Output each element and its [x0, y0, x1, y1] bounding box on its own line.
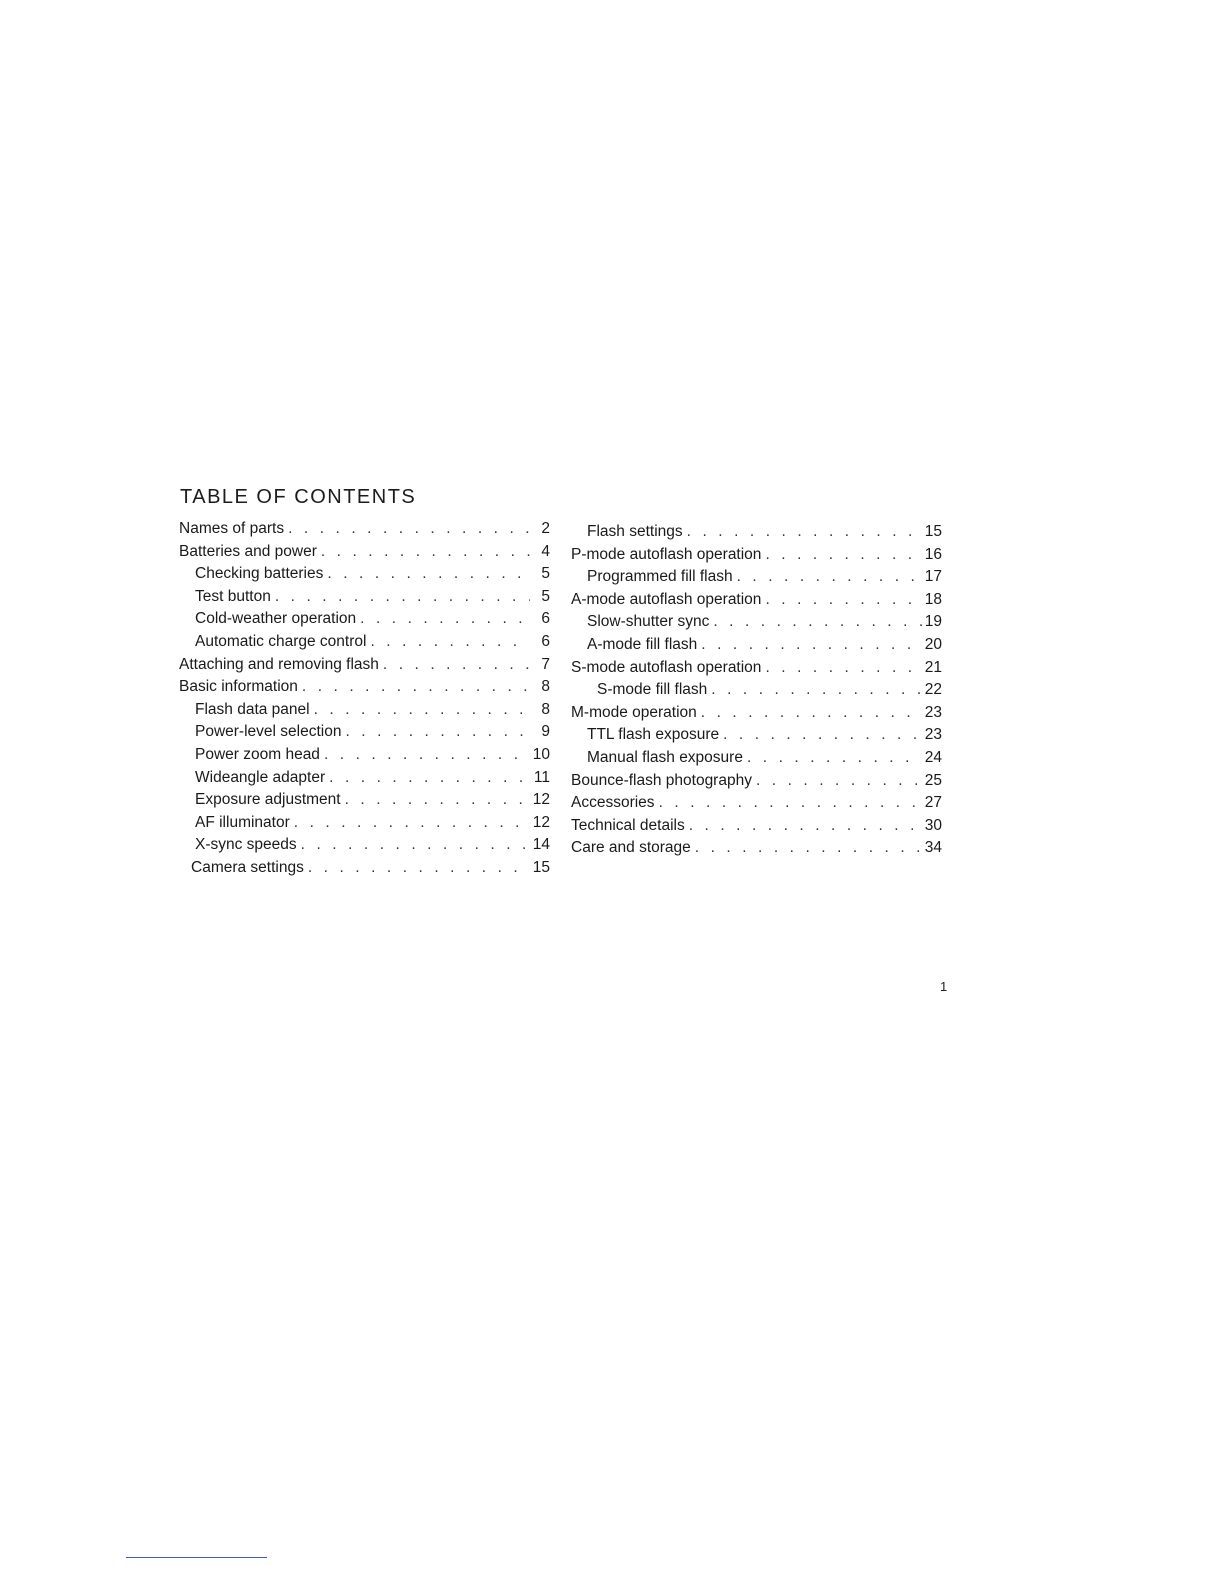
- toc-leader-dots: [743, 747, 922, 770]
- toc-leader-dots: [761, 589, 922, 612]
- toc-entry-page: 22: [924, 681, 942, 699]
- toc-leader-dots: [320, 744, 530, 767]
- toc-entry-page: 18: [924, 590, 942, 608]
- toc-entry: [571, 611, 942, 634]
- toc-entry-label: A-mode autoflash operation: [571, 590, 762, 608]
- toc-entry-label: M-mode operation: [571, 703, 697, 721]
- toc-entry-page: 27: [924, 794, 942, 812]
- toc-leader-dots: [707, 679, 922, 702]
- toc-entry: [179, 608, 550, 631]
- toc-entry-label: S-mode autoflash operation: [571, 658, 762, 676]
- toc-entry: [179, 767, 550, 790]
- toc-entry: [179, 834, 550, 857]
- toc-title: TABLE OF CONTENTS: [180, 486, 417, 508]
- toc-entry-label: TTL flash exposure: [587, 726, 720, 744]
- toc-entry-label: Technical details: [571, 816, 685, 834]
- toc-entry-page: 16: [924, 545, 942, 563]
- toc-leader-dots: [317, 541, 530, 564]
- toc-entry-page: 15: [924, 523, 942, 540]
- toc-entry-label: Power-level selection: [195, 723, 342, 741]
- toc-entry: [179, 789, 550, 812]
- toc-entry-page: 34: [924, 839, 942, 857]
- toc-entry-page: 23: [924, 703, 942, 721]
- toc-entry: [571, 521, 942, 544]
- toc-leader-dots: [284, 518, 530, 541]
- toc-entry: [571, 544, 942, 567]
- toc-leader-dots: [341, 789, 530, 812]
- toc-entry-page: 30: [924, 816, 942, 834]
- toc-entry-label: Manual flash exposure: [587, 748, 743, 766]
- toc-entry-page: 25: [924, 771, 942, 789]
- toc-leader-dots: [697, 702, 922, 725]
- toc-leader-dots: [304, 857, 530, 880]
- toc-entry-label: Basic information: [179, 678, 298, 696]
- toc-entry-page: 10: [532, 745, 550, 763]
- toc-entry-label: X-sync speeds: [195, 836, 297, 854]
- toc-entry-label: AF illuminator: [195, 813, 290, 831]
- toc-entry: [179, 586, 550, 609]
- toc-leader-dots: [655, 792, 922, 815]
- toc-leader-dots: [719, 724, 922, 747]
- footer-rule: [126, 1557, 267, 1558]
- toc-entry: [571, 589, 942, 612]
- toc-leader-dots: [709, 611, 922, 634]
- toc-entry-page: 9: [541, 723, 550, 741]
- toc-entry: [179, 699, 550, 722]
- toc-leader-dots: [761, 657, 922, 680]
- toc-entry: [571, 679, 942, 702]
- toc-entry-label: Flash data panel: [195, 700, 310, 718]
- toc-leader-dots: [366, 631, 530, 654]
- toc-entry-page: 5: [541, 565, 550, 583]
- toc-entry: [179, 654, 550, 677]
- toc-entry: [571, 770, 942, 793]
- toc-left-column: [179, 518, 550, 880]
- toc-leader-dots: [356, 608, 530, 631]
- toc-leader-dots: [752, 770, 922, 793]
- page-number: 1: [940, 979, 948, 994]
- toc-leader-dots: [297, 834, 530, 857]
- toc-entry-page: 2: [541, 520, 550, 537]
- toc-entry: [179, 857, 550, 880]
- toc-entry-page: 6: [541, 610, 550, 628]
- toc-entry-page: 24: [924, 748, 942, 766]
- toc-entry: [179, 541, 550, 564]
- toc-entry: [571, 792, 942, 815]
- toc-entry-label: Wideangle adapter: [195, 768, 326, 786]
- toc-leader-dots: [310, 699, 530, 722]
- toc-entry-page: 14: [532, 836, 550, 854]
- toc-entry-page: 6: [541, 632, 550, 650]
- toc-leader-dots: [697, 634, 922, 657]
- toc-entry-label: Power zoom head: [195, 745, 320, 763]
- toc-entry-label: Attaching and removing flash: [179, 655, 379, 673]
- toc-entry: [571, 837, 942, 860]
- toc-entry: [179, 563, 550, 586]
- toc-entry: [179, 812, 550, 835]
- toc-entry: [179, 744, 550, 767]
- toc-entry-page: 7: [541, 655, 550, 673]
- toc-entry: [179, 631, 550, 654]
- toc-leader-dots: [325, 767, 530, 790]
- toc-leader-dots: [683, 521, 922, 544]
- toc-entry: [571, 747, 942, 770]
- toc-leader-dots: [341, 721, 530, 744]
- toc-entry-page: 5: [541, 587, 550, 605]
- toc-entry-label: Slow-shutter sync: [587, 613, 710, 631]
- toc-entry-label: Checking batteries: [195, 565, 324, 583]
- toc-entry: [571, 634, 942, 657]
- toc-entry-label: Names of parts: [179, 520, 285, 537]
- toc-right-column: [571, 521, 942, 860]
- toc-entry-page: 12: [532, 791, 550, 809]
- toc-entry-label: Programmed fill flash: [587, 568, 733, 586]
- toc-entry-label: S-mode fill flash: [597, 681, 708, 699]
- toc-entry-page: 19: [924, 613, 942, 631]
- toc-entry-label: Exposure adjustment: [195, 791, 341, 809]
- toc-entry: [571, 815, 942, 838]
- toc-leader-dots: [323, 563, 530, 586]
- toc-entry-label: Camera settings: [191, 858, 304, 876]
- toc-entry: [571, 702, 942, 725]
- toc-entry-label: P-mode autoflash operation: [571, 545, 762, 563]
- toc-entry-page: 15: [532, 858, 550, 876]
- toc-entry-label: Flash settings: [587, 523, 683, 540]
- toc-leader-dots: [691, 837, 922, 860]
- toc-leader-dots: [685, 815, 922, 838]
- toc-entry-label: Bounce-flash photography: [571, 771, 752, 789]
- toc-entry-page: 12: [532, 813, 550, 831]
- toc-entry-page: 17: [924, 568, 942, 586]
- toc-leader-dots: [271, 586, 530, 609]
- toc-entry: [179, 721, 550, 744]
- toc-entry: [571, 724, 942, 747]
- toc-leader-dots: [290, 812, 530, 835]
- toc-entry-label: Test button: [195, 587, 271, 605]
- toc-entry: [571, 566, 942, 589]
- toc-leader-dots: [379, 654, 530, 677]
- toc-entry: [179, 676, 550, 699]
- toc-entry-page: 8: [541, 700, 550, 718]
- toc-entry-page: 20: [924, 635, 942, 653]
- toc-entry-page: 4: [541, 542, 550, 560]
- toc-entry-page: 8: [541, 678, 550, 696]
- toc-entry-label: Batteries and power: [179, 542, 317, 560]
- toc-leader-dots: [733, 566, 922, 589]
- toc-entry-page: 11: [533, 768, 550, 786]
- toc-entry-label: Cold-weather operation: [195, 610, 357, 628]
- toc-entry-label: A-mode fill flash: [587, 635, 698, 653]
- toc-leader-dots: [298, 676, 530, 699]
- toc-entry: [179, 518, 550, 541]
- toc-entry-label: Care and storage: [571, 839, 691, 857]
- toc-entry: [571, 657, 942, 680]
- toc-entry-page: 21: [924, 658, 942, 676]
- toc-entry-label: Automatic charge control: [195, 632, 367, 650]
- toc-leader-dots: [761, 544, 922, 567]
- toc-entry-page: 23: [924, 726, 942, 744]
- toc-entry-label: Accessories: [571, 794, 655, 812]
